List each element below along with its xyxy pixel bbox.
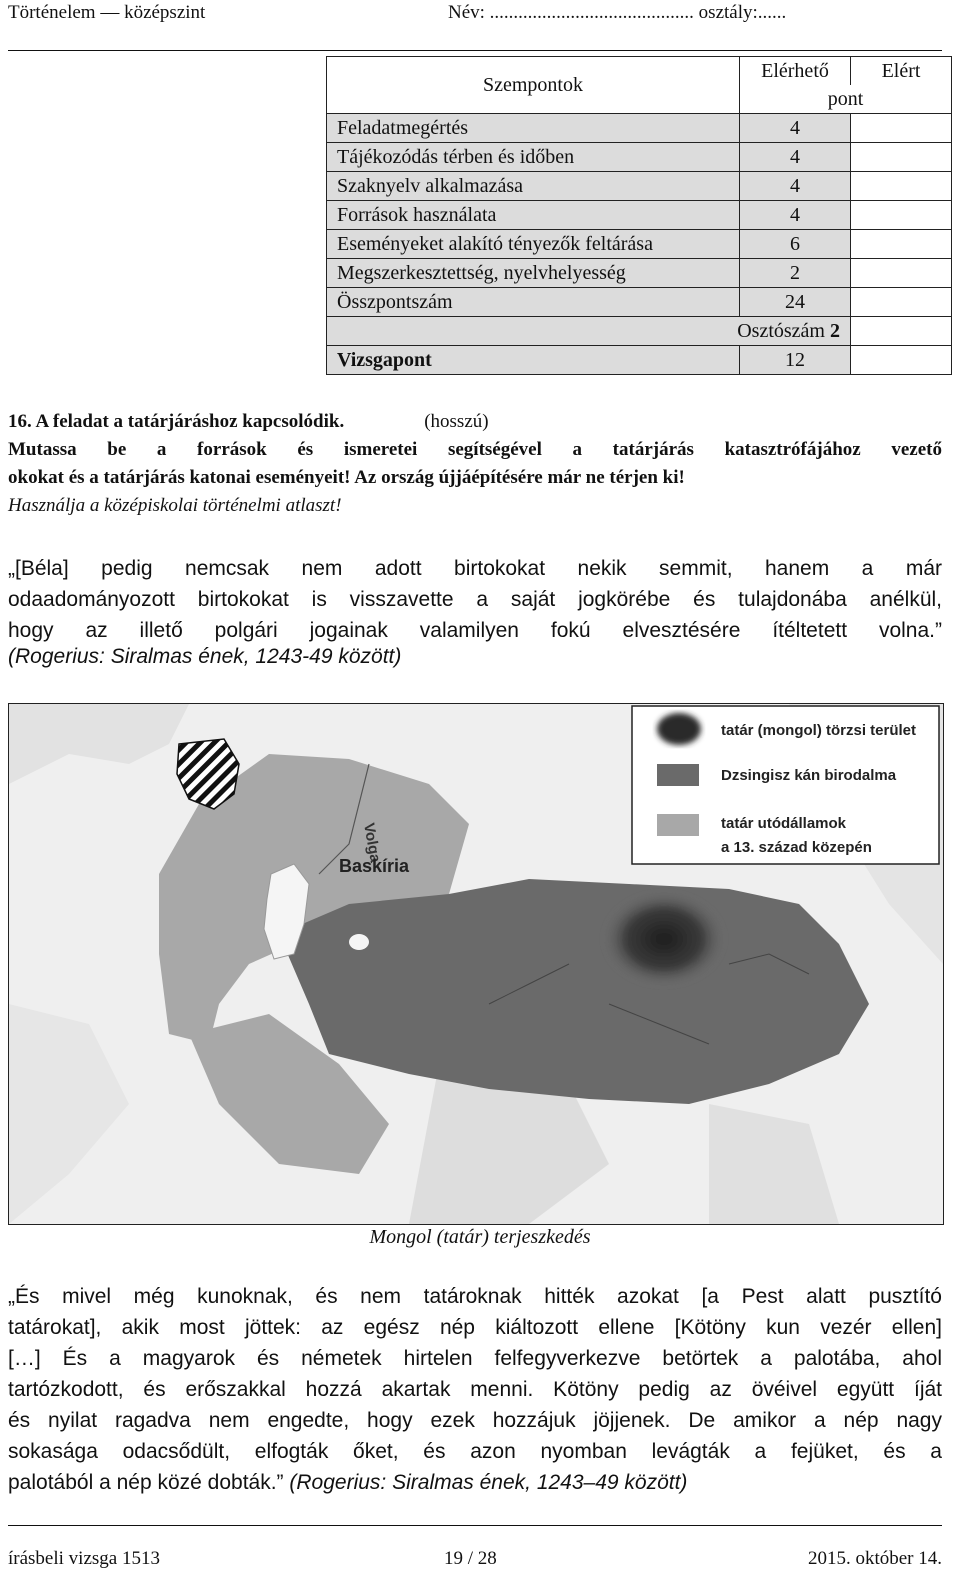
footer-page-number: 19 / 28 bbox=[444, 1548, 497, 1569]
exam-achieved-cell[interactable] bbox=[851, 346, 952, 375]
name-class-field: Név: ........................................... osztály:...... bbox=[448, 2, 787, 23]
divisor-row bbox=[327, 317, 952, 346]
source-quote-2 bbox=[8, 1281, 942, 1498]
quote2-line: „És mivel még kunoknak, és nem tatároknak hitték azokat [a Pest alatt pusztító bbox=[8, 1285, 942, 1308]
criterion-label: Tájékozódás térben és időben bbox=[327, 143, 740, 172]
total-achieved-cell[interactable] bbox=[851, 288, 952, 317]
criteria-header: Szempontok bbox=[327, 57, 740, 114]
task-instruction-2a: okokat és a tatárjárás katonai eseményeit! bbox=[8, 467, 351, 488]
achieved-cell[interactable] bbox=[851, 172, 952, 201]
task-title: 16. A feladat a tatárjáráshoz kapcsolódik. bbox=[8, 411, 345, 432]
criterion-label: Szaknyelv alkalmazása bbox=[327, 172, 740, 201]
achieved-cell[interactable] bbox=[851, 114, 952, 143]
criterion-points: 4 bbox=[740, 201, 851, 230]
quote2-last-line: palotából a nép közé dobták.” bbox=[8, 1471, 284, 1494]
criterion-points: 2 bbox=[740, 259, 851, 288]
quote2-line: sokasága odacsődült, elfogták őket, és azon nyomban levágták a fejüket, és a bbox=[8, 1440, 942, 1463]
criterion-points: 4 bbox=[740, 114, 851, 143]
divisor-value: 2 bbox=[830, 320, 840, 342]
baskiria-label: Baskíria bbox=[339, 856, 410, 876]
exam-row bbox=[327, 346, 952, 375]
divisor-cell bbox=[327, 317, 851, 346]
achieved-cell[interactable] bbox=[851, 230, 952, 259]
table-row bbox=[327, 230, 952, 259]
quote2-line: tartózkodott, és erőszakkal hozzá akartak menni. Kötöny pedig az övéivel együtt íját bbox=[8, 1378, 942, 1401]
quote2-line: és nyilat ragadva nem engedte, hogy ezek hozzájuk jöjjenek. De amikor a nép nagy bbox=[8, 1409, 942, 1432]
exam-points: 12 bbox=[740, 346, 851, 375]
criterion-points: 4 bbox=[740, 172, 851, 201]
divisor-achieved-cell[interactable] bbox=[851, 317, 952, 346]
task-block bbox=[8, 408, 942, 520]
footer-date: 2015. október 14. bbox=[807, 1548, 942, 1569]
criterion-label: Források használata bbox=[327, 201, 740, 230]
points-header: pont bbox=[740, 85, 952, 114]
task-instruction-2b: Az ország újjáépítésére már ne térjen ki! bbox=[354, 467, 685, 488]
legend-label-successors: tatár utódállamok bbox=[721, 815, 847, 832]
footer-exam-id: írásbeli vizsga 1513 bbox=[8, 1548, 160, 1569]
aral-sea bbox=[349, 934, 369, 950]
tribal-core-region bbox=[602, 891, 726, 987]
criterion-label: Feladatmegértés bbox=[327, 114, 740, 143]
quote1-line: „[Béla] pedig nemcsak nem adott birtokokat nekik semmit, hanem a már bbox=[8, 557, 942, 580]
criterion-points: 4 bbox=[740, 143, 851, 172]
quote2-source: (Rogerius: Siralmas ének, 1243–49 között) bbox=[289, 1471, 688, 1494]
criterion-label: Megszerkesztettség, nyelvhelyesség bbox=[327, 259, 740, 288]
map-legend bbox=[632, 706, 939, 864]
table-row bbox=[327, 288, 952, 317]
legend-label-successors-2: a 13. század közepén bbox=[721, 839, 872, 856]
legend-swatch-empire bbox=[657, 764, 699, 786]
legend-label-tribal: tatár (mongol) törzsi terület bbox=[721, 722, 917, 739]
map-figure bbox=[8, 703, 944, 1225]
quote2-line: […] És a magyarok és németek hirtelen felfegyverkezve betörtek a palotába, ahol bbox=[8, 1347, 942, 1370]
footer-rule bbox=[8, 1525, 942, 1526]
source-quote-1 bbox=[8, 553, 942, 646]
legend-swatch-tribal bbox=[657, 713, 701, 745]
mongol-expansion-map bbox=[9, 704, 943, 1224]
table-row bbox=[327, 143, 952, 172]
achieved-header: Elért bbox=[851, 57, 952, 86]
criterion-points: 6 bbox=[740, 230, 851, 259]
achieved-cell[interactable] bbox=[851, 259, 952, 288]
quote1-line: hogy az illető polgári jogainak valamilyen fokú elvesztésére ítéltetett volna.” bbox=[8, 619, 942, 642]
task-type: (hosszú) bbox=[424, 411, 489, 432]
divisor-label: Osztószám bbox=[737, 320, 825, 342]
exam-label: Vizsgapont bbox=[327, 346, 740, 375]
quote2-line: tatárokat], akik most jöttek: az egész nép kiáltozott ellene [Kötöny kun vezér ellen] bbox=[8, 1316, 942, 1339]
quote1-line: odaadományozott birtokokat is visszavette a saját jogkörébe és tulajdonába anélkül, bbox=[8, 588, 942, 611]
atlas-note: Használja a középiskolai történelmi atlaszt! bbox=[8, 495, 342, 516]
total-label: Összpontszám bbox=[327, 288, 740, 317]
achieved-cell[interactable] bbox=[851, 143, 952, 172]
table-row bbox=[327, 114, 952, 143]
task-instruction-1: Mutassa be a források és ismeretei segítségével a tatárjárás katasztrófájához vezető bbox=[8, 439, 942, 460]
volga-label: Volga bbox=[360, 821, 384, 864]
criterion-label: Eseményeket alakító tényezők feltárása bbox=[327, 230, 740, 259]
score-table bbox=[326, 56, 952, 375]
legend-swatch-successors bbox=[657, 814, 699, 836]
header-rule bbox=[8, 50, 942, 51]
available-header: Elérhető bbox=[740, 57, 851, 86]
quote1-source: (Rogerius: Siralmas ének, 1243-49 között) bbox=[8, 645, 402, 668]
legend-label-empire: Dzsingisz kán birodalma bbox=[721, 767, 897, 784]
subject-label: Történelem — középszint bbox=[8, 2, 206, 23]
table-row bbox=[327, 172, 952, 201]
achieved-cell[interactable] bbox=[851, 201, 952, 230]
table-row bbox=[327, 259, 952, 288]
total-points: 24 bbox=[740, 288, 851, 317]
map-caption: Mongol (tatár) terjeszkedés bbox=[369, 1226, 591, 1248]
page-header bbox=[8, 2, 942, 48]
table-row bbox=[327, 201, 952, 230]
